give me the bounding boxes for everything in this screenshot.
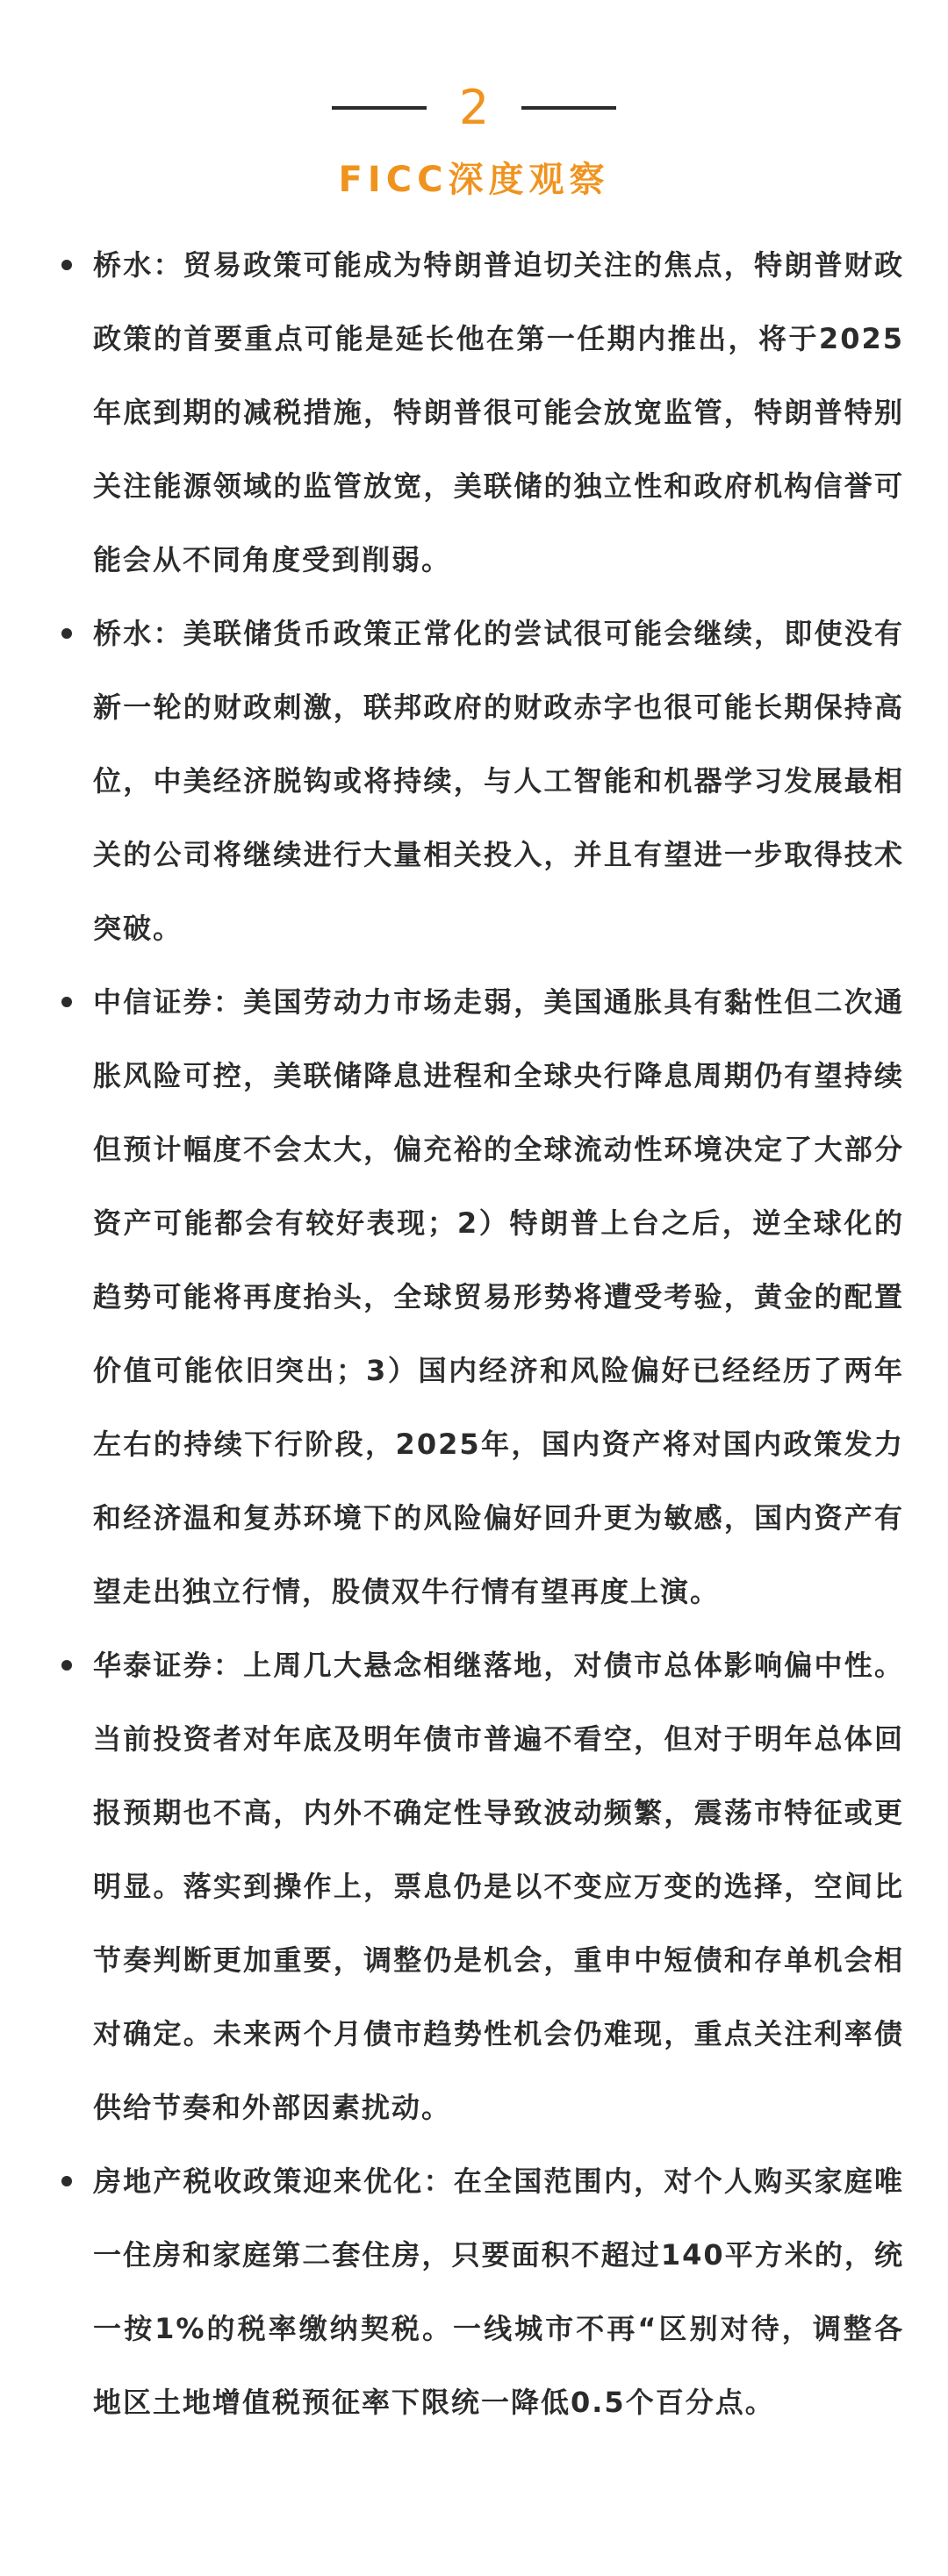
bullet-text: 桥水：贸易政策可能成为特朗普迫切关注的焦点，特朗普财政政策的首要重点可能是延长他在第一任期内推出，将于2025年底到期的减税措施，特朗普很可能会放宽监管，特朗普特别关注能源领域的监管放宽，美联储的独立性和政府机构信誉可能会从不同角度受到削弱。 [93, 248, 904, 576]
bullet-dot-icon [61, 997, 72, 1007]
bullet-item-qiaoshui-1 [61, 228, 904, 597]
section-header [0, 60, 948, 156]
bullet-item-qiaoshui-2 [61, 597, 904, 965]
bullet-item-property-tax [61, 2144, 904, 2439]
bullet-item-citic [61, 965, 904, 1628]
bullet-text: 房地产税收政策迎来优化：在全国范围内，对个人购买家庭唯一住房和家庭第二套住房，只要面积不超过140平方米的，统一按1%的税率缴纳契税。一线城市不再“区别对待，调整各地区土地增值税预征率下限统一降低0.5个百分点。 [93, 2165, 904, 2419]
bullet-text: 华泰证券：上周几大悬念相继落地，对债市总体影响偏中性。当前投资者对年底及明年债市普遍不看空，但对于明年总体回报预期也不高，内外不确定性导致波动频繁，震荡市特征或更明显。落实到操作上，票息仍是以不变应万变的选择，空间比节奏判断更加重要，调整仍是机会，重申中短债和存单机会相对确定。未来两个月债市趋势性机会仍难现，重点关注利率债供给节奏和外部因素扰动。 [93, 1649, 904, 2124]
left-divider-line [332, 106, 427, 110]
bullet-dot-icon [61, 1660, 72, 1671]
bullet-item-huatai [61, 1628, 904, 2144]
section-title: FICC深度观察 [338, 160, 610, 200]
bullet-text: 中信证券：美国劳动力市场走弱，美国通胀具有黏性但二次通胀风险可控，美联储降息进程和全球央行降息周期仍有望持续但预计幅度不会太大，偏充裕的全球流动性环境决定了大部分资产可能都会有较好表现；2）特朗普上台之后，逆全球化的趋势可能将再度抬头，全球贸易形势将遭受考验，黄金的配置价值可能依旧突出；3）国内经济和风险偏好已经经历了两年左右的持续下行阶段，2025年，国内资产将对国内政策发力和经济温和复苏环境下的风险偏好回升更为敏感，国内资产有望走出独立行情，股债双牛行情有望再度上演。 [93, 985, 904, 1608]
right-divider-line [521, 106, 616, 110]
bullet-text: 桥水：美联储货币政策正常化的尝试很可能会继续，即使没有新一轮的财政刺激，联邦政府的财政赤字也很可能长期保持高位，中美经济脱钩或将持续，与人工智能和机器学习发展最相关的公司将继续进行大量相关投入，并且有望进一步取得技术突破。 [93, 617, 904, 945]
section-number: 2 [458, 80, 490, 135]
bullet-list [61, 228, 904, 2439]
bullet-dot-icon [61, 260, 72, 270]
bullet-dot-icon [61, 628, 72, 639]
bullet-dot-icon [61, 2176, 72, 2186]
